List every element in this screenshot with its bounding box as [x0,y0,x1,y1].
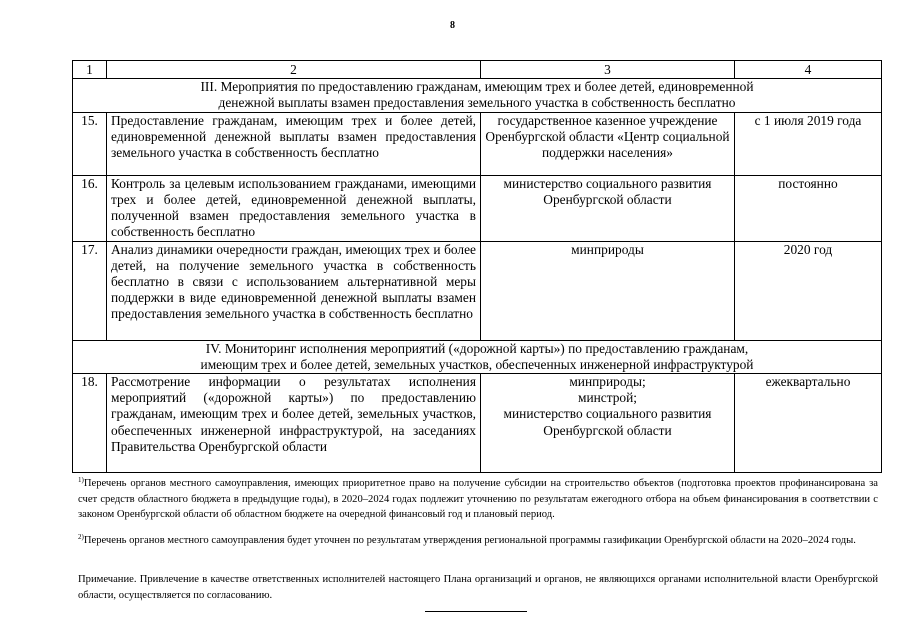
section-4-title [73,340,882,373]
plan-table [72,60,882,473]
row-number: 18. [73,374,107,473]
row-responsible: минприроды [481,241,735,340]
responsible-line: министерство социального развития [503,406,712,422]
column-number-4: 4 [735,61,882,79]
row-term: ежеквартально [735,374,882,473]
row-responsible [481,374,735,473]
section-title-line: IV. Мониторинг исполнения мероприятий («дорожной карты») по предоставлению гражданам, [205,340,749,356]
column-number-1: 1 [73,61,107,79]
footnote-1 [78,476,878,523]
section-3-title [73,79,882,112]
table-row [73,112,882,175]
row-description: Предоставление гражданам, имеющим трех и более детей, единовременной денежной выплаты взамен предоставления земельного участка в собственность бесплатно [107,112,481,175]
footnote-text: Перечень органов местного самоуправления, имеющих приоритетное право на получение субсидии на строительство объектов (подготовка проектов профинансирована за счет средств областного бюджета в предыдущие годы), в 2020–2024 годах подлежит уточнению по результатам ежегодного отбора на объем финансирования в соответствии с законом Оренбургской области об областном бюджете на очередной финансовый год и плановый период. [78,478,878,520]
section-title-line: денежной выплаты взамен предоставления земельного участка в собственность бесплатно [218,95,736,111]
section-header-row [73,340,882,373]
column-number-3: 3 [481,61,735,79]
row-number: 17. [73,241,107,340]
row-description: Рассмотрение информации о результатах исполнения мероприятий («дорожной карты») по предоставлению гражданам, имеющим трех и более детей, земельных участков, обеспеченных инженерной инфраструктурой, на заседаниях Правительства Оренбургской области [107,374,481,473]
row-responsible: государственное казенное учреждение Оренбургской области «Центр социальной поддержки населения» [481,112,735,175]
section-title-line: имеющим трех и более детей, земельных участков, обеспеченных инженерной инфраструктурой [200,356,754,372]
row-term: 2020 год [735,241,882,340]
row-responsible: министерство социального развития Оренбургской области [481,175,735,241]
table-row [73,175,882,241]
row-term: с 1 июля 2019 года [735,112,882,175]
page-number: 8 [450,20,455,31]
row-number: 15. [73,112,107,175]
row-term: постоянно [735,175,882,241]
column-number-2: 2 [107,61,481,79]
section-title-line: III. Мероприятия по предоставлению гражданам, имеющим трех и более детей, единовременной [200,79,754,95]
footnote-marker: 1) [78,476,84,484]
end-rule [425,611,527,612]
row-description: Анализ динамики очередности граждан, имеющих трех и более детей, на получение земельного участка в собственность бесплатно в связи с использованием альтернативной меры поддержки в виде единовременной денежной выплаты взамен предоставления земельного участка в собственность бесплатно [107,241,481,340]
note: Примечание. Привлечение в качестве ответственных исполнителей настоящего Плана организаций и органов, не являющихся органами исполнительной власти Оренбургской области, осуществляется по согласованию. [78,574,878,601]
responsible-line: минприроды; [569,374,646,390]
footnote-marker: 2) [78,533,84,541]
table-row [73,374,882,473]
footnote-text: Перечень органов местного самоуправления будет уточнен по результатам утверждения региональной программы газификации Оренбургской области на 2020–2024 годы. [83,535,856,546]
table-row [73,241,882,340]
row-number: 16. [73,175,107,241]
section-header-row [73,79,882,112]
footnote-2 [78,533,878,549]
column-numbers-row [73,61,882,79]
responsible-line: минстрой; [577,390,638,406]
row-description: Контроль за целевым использованием гражданами, имеющими трех и более детей, единовременной денежной выплаты, полученной взамен предоставления земельного участка в собственность бесплатно [107,175,481,241]
responsible-line: Оренбургской области [543,422,672,438]
